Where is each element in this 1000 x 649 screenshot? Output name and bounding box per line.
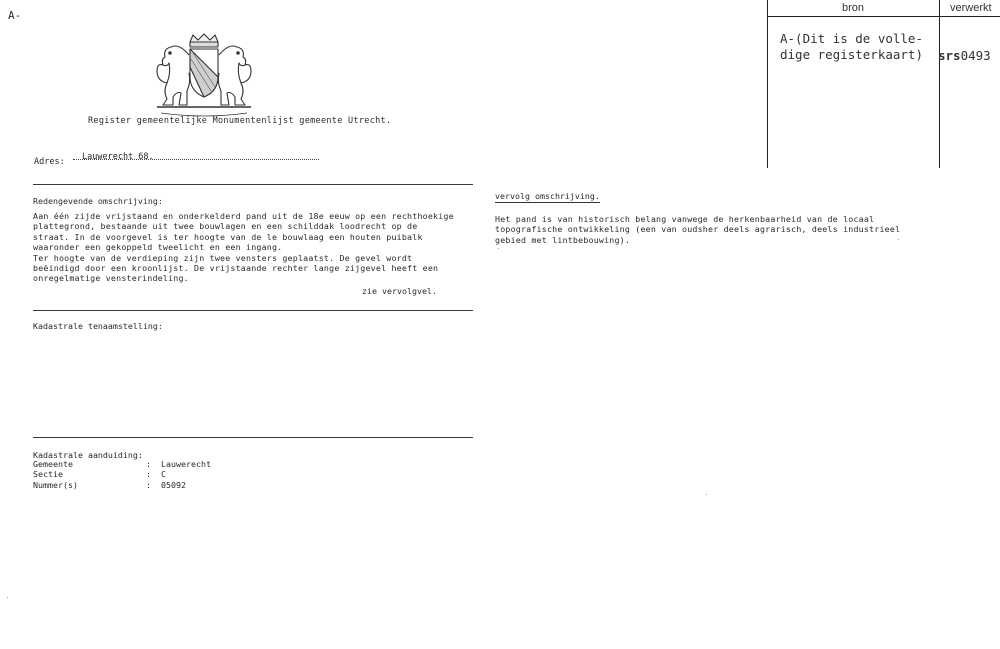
scan-speck xyxy=(898,239,899,240)
continuation-text: Het pand is van historisch belang vanwege de herkenbaarheid van de locaal topografische ontwikkeling (een van oudsher deels agrarisch, deels industrieel gebied met lintbebouwing). xyxy=(495,214,901,245)
cadastral-value: 05092 xyxy=(161,480,186,490)
description-label: Redengevende omschrijving: xyxy=(33,196,163,206)
verwerkt-header: verwerkt xyxy=(950,2,992,14)
cadastral-key: Sectie xyxy=(33,469,63,479)
cadastral-value: C xyxy=(161,469,166,479)
corner-mark: A- xyxy=(8,9,22,22)
cadastral-separator: : xyxy=(146,480,151,490)
description-text: Aan één zijde vrijstaand en onderkelderd pand uit de 18e eeuw op een rechthoekige plattegrond, bestaande uit twee bouwlagen en een schilddak loodrecht op de straat. In de voorgevel is ter hoogte van de le bouwlaag een houten puibalk waaronder een gekoppeld tweelicht en een ingang. Ter hoogte van de verdieping zijn twee vensters geplaatst. De gevel wordt beëindigd door een kroonlijst. De vrijstaande rechter lange zijgevel heeft een onregelmatige vensterindeling. xyxy=(33,211,454,284)
scan-speck xyxy=(498,248,499,249)
source-box-header-line xyxy=(767,16,1000,17)
see-continuation-note: zie vervolgvel. xyxy=(362,286,437,296)
cadastral-key: Nummer(s) xyxy=(33,480,78,490)
register-title: Register gemeentelijke Monumentenlijst gemeente Utrecht. xyxy=(88,116,392,126)
source-box-border xyxy=(939,0,940,168)
verwerkt-number: 0493 xyxy=(960,48,991,63)
cadastral-key: Gemeente xyxy=(33,459,73,469)
bron-header: bron xyxy=(841,2,865,14)
scan-speck xyxy=(706,494,707,495)
address-value: Lauwerecht 68. xyxy=(82,152,154,162)
section-divider xyxy=(33,437,473,438)
continuation-label: vervolg omschrijving. xyxy=(495,191,600,201)
verwerkt-value xyxy=(938,48,991,63)
cadastral-separator: : xyxy=(146,469,151,479)
address-label: Adres: xyxy=(34,157,65,167)
address-dotted-line xyxy=(73,159,319,160)
cadastral-reference-label: Kadastrale aanduiding: xyxy=(33,450,143,460)
bron-value: A-(Dit is de volle- dige registerkaart) xyxy=(780,31,923,62)
cadastral-owner-label: Kadastrale tenaamstelling: xyxy=(33,321,163,331)
section-divider xyxy=(33,184,473,185)
section-divider xyxy=(33,310,473,311)
cadastral-value: Lauwerecht xyxy=(161,459,211,469)
source-box-border xyxy=(767,0,768,168)
coat-of-arms-icon xyxy=(153,33,255,119)
cadastral-separator: : xyxy=(146,459,151,469)
verwerkt-prefix: srs xyxy=(938,48,961,63)
scan-speck xyxy=(7,597,8,598)
